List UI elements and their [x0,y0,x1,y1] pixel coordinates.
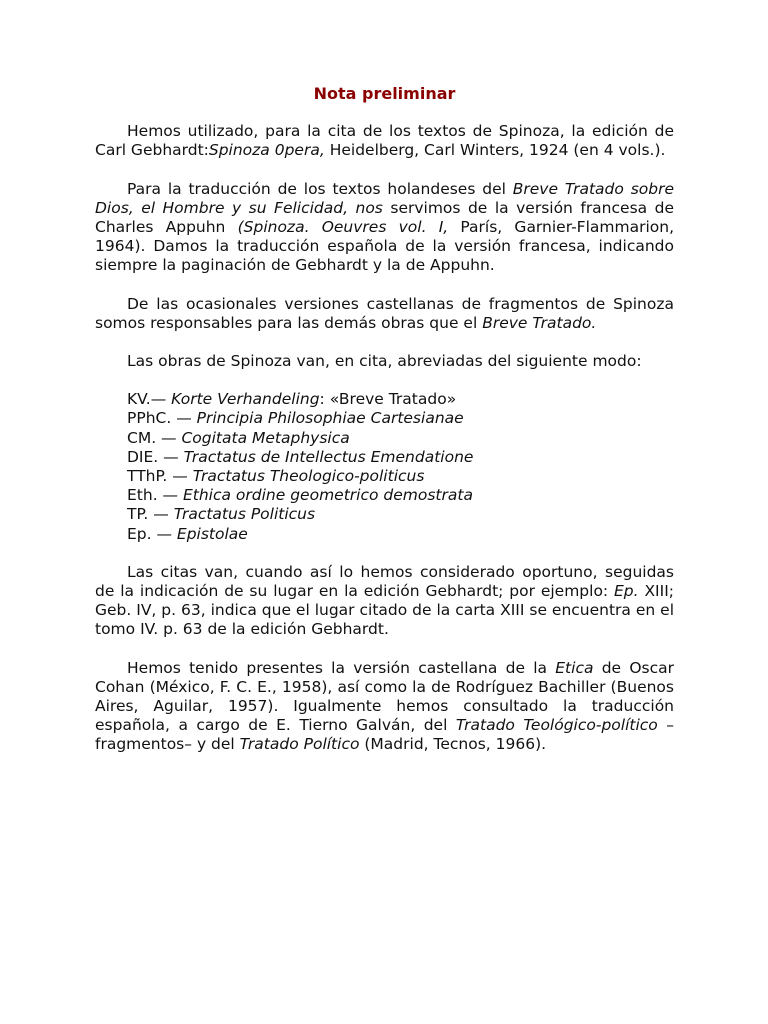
text: Las obras de Spinoza van, en cita, abreviadas del siguiente modo: [127,352,642,371]
abbr-title: Principia Philosophiae Cartesianae [196,409,464,428]
text: París, Garnier-Flammarion, 1964). Damos la traducción española de la versión francesa, indicando siempre la paginación de Gebhardt y la de Appuhn. [95,218,675,275]
list-item [127,429,674,448]
abbr-title: Cogitata Metaphysica [181,428,350,447]
text: XIII; Geb. IV, p. 63, indica que el lugar citado de la carta XIII se encuentra en el tomo IV. p. 63 de la edición Gebhardt. [95,582,674,639]
abbr: TP. — [127,505,174,524]
list-item [127,486,674,505]
paragraph-translation [95,180,674,276]
list-item [127,390,674,409]
abbr-title: Tractatus Politicus [173,505,316,524]
list-item [127,409,674,428]
text: Las citas van, cuando así lo hemos considerado oportuno, seguidas de la indicación de su lugar en la edición Gebhardt; por ejemplo: [95,562,674,601]
document-page [95,84,674,774]
text: servimos de la versión francesa de Charles Appuhn [95,198,674,237]
text: –fragmentos– y del [95,716,674,754]
abbr-title: Tractatus de Intellectus Emendatione [183,447,474,466]
abbr: TThP. — [127,467,193,486]
text: Heidelberg, Carl Winters, 1924 (en 4 vols.). [324,141,666,160]
paragraph-edition [95,122,674,160]
abbr: PPhC. — [127,409,197,428]
paragraph-abbreviations-intro [95,352,674,371]
page-title: Nota preliminar [313,84,456,103]
abbr: DIE. — [127,447,184,466]
abbr-title: Ethica ordine geometrico demostrata [182,486,473,505]
list-item [127,467,674,486]
italic-text: Tratado Político [239,735,360,754]
list-item [127,525,674,544]
text: Hemos utilizado, para la cita de los textos de Spinoza, la edición de Carl Gebhardt: [95,122,674,160]
abbr: KV.— [127,390,172,409]
abbr: CM. — [127,428,182,447]
text: Hemos tenido presentes la versión castellana de la [127,658,556,677]
text: Para la traducción de los textos holandeses del [127,179,513,198]
abbr-title: Epistolae [176,524,248,543]
text: De las ocasionales versiones castellanas de fragmentos de Spinoza somos responsables para las demás obras que el [95,294,674,332]
italic-text: Breve Tratado sobre Dios, el Hombre y su Felicidad, nos [95,179,675,217]
italic-text: Tratado Teológico-político [455,716,658,735]
text: (Madrid, Tecnos, 1966). [359,735,547,754]
italic-text: Spinoza 0pera, [208,141,325,160]
paragraph-sources [95,659,674,755]
abbr-suffix: : «Breve Tratado» [319,390,457,409]
italic-text: (Spinoza. Oeuvres vol. I, [237,218,449,237]
abbr: Eth. — [127,486,183,505]
italic-text: Etica [555,658,594,677]
abbr-title: Korte Verhandeling [171,390,320,409]
paragraph-citations [95,563,674,640]
italic-text: Ep. [614,582,639,601]
paragraph-versions [95,295,674,333]
abbreviation-list [127,390,674,544]
italic-text: Breve Tratado. [482,313,597,332]
list-item [127,505,674,524]
list-item [127,448,674,467]
abbr-title: Tractatus Theologico-politicus [192,467,425,486]
abbr: Ep. — [127,524,177,543]
text: de Oscar Cohan (México, F. C. E., 1958), así como la de Rodríguez Bachiller (Buenos Aires, Aguilar, 1957). Igualmente hemos consultado la traducción española, a cargo de E. Tierno Galván, del [95,658,674,735]
